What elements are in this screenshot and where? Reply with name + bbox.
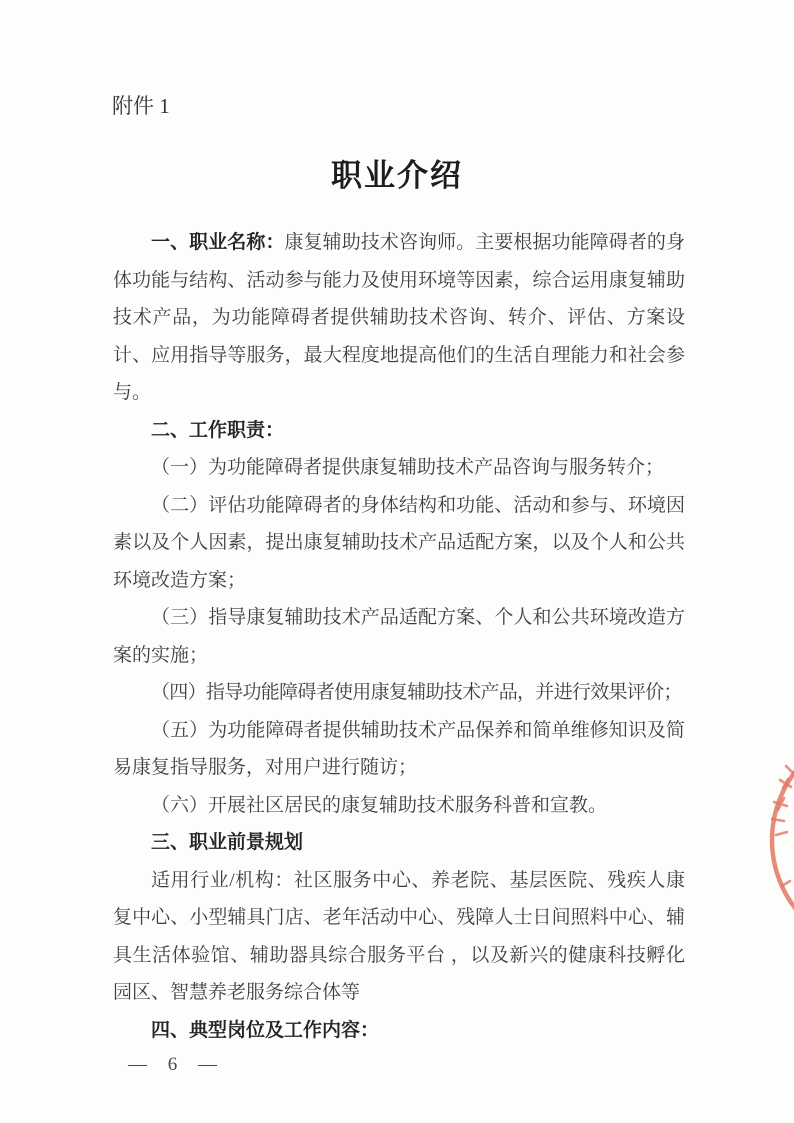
page-number: — 6 — [128, 1054, 221, 1075]
section-1-heading: 一、职业名称： [151, 232, 285, 253]
duty-item-5: （五）为功能障碍者提供辅助技术产品保养和简单维修知识及简易康复指导服务，对用户进行随访； [113, 719, 685, 778]
duty-item-1: （一）为功能障碍者提供康复辅助技术产品咨询与服务转介； [151, 457, 665, 478]
section-2-heading: 二、工作职责： [151, 419, 285, 441]
duty-item-2: （二）评估功能障碍者的身体结构和功能、活动和参与、环境因素以及个人因素，提出康复辅助技术产品适配方案，以及个人和公共环境改造方案； [113, 494, 685, 591]
paragraph-occupation-text: 康复辅助技术咨询师。主要根据功能障碍者的身体功能与结构、活动参与能力及使用环境等因素，综合运用康复辅助技术产品，为功能障碍者提供辅助技术咨询、转介、评估、方案设计、应用指导等服务，最大程度地提高他们的生活自理能力和社会参与。 [113, 232, 685, 403]
section-3-heading: 三、职业前景规划 [151, 832, 304, 853]
document-body [113, 224, 685, 1049]
page-title: 职业介绍 [331, 158, 463, 193]
section-4-heading: 四、典型岗位及工作内容： [151, 1019, 380, 1041]
duty-item-6: （六）开展社区居民的康复辅助技术服务科普和宣教。 [151, 794, 608, 816]
duty-item-4: （四）指导功能障碍者使用康复辅助技术产品，并进行效果评价； [151, 682, 682, 703]
paragraph-applicable-industries: 适用行业/机构：社区服务中心、养老院、基层医院、残疾人康复中心、小型辅具门店、老年活动中心、残障人士日间照料中心、辅具生活体验馆、辅助器具综合服务平台 ，以及新兴的健康科技孵化园区、智慧养老服务综合体等 [113, 869, 685, 1003]
official-seal-icon [756, 718, 794, 978]
attachment-label: 附件 1 [112, 94, 170, 118]
duty-item-3: （三）指导康复辅助技术产品适配方案、个人和公共环境改造方案的实施； [113, 607, 685, 666]
paragraph-occupation-name [113, 224, 685, 412]
